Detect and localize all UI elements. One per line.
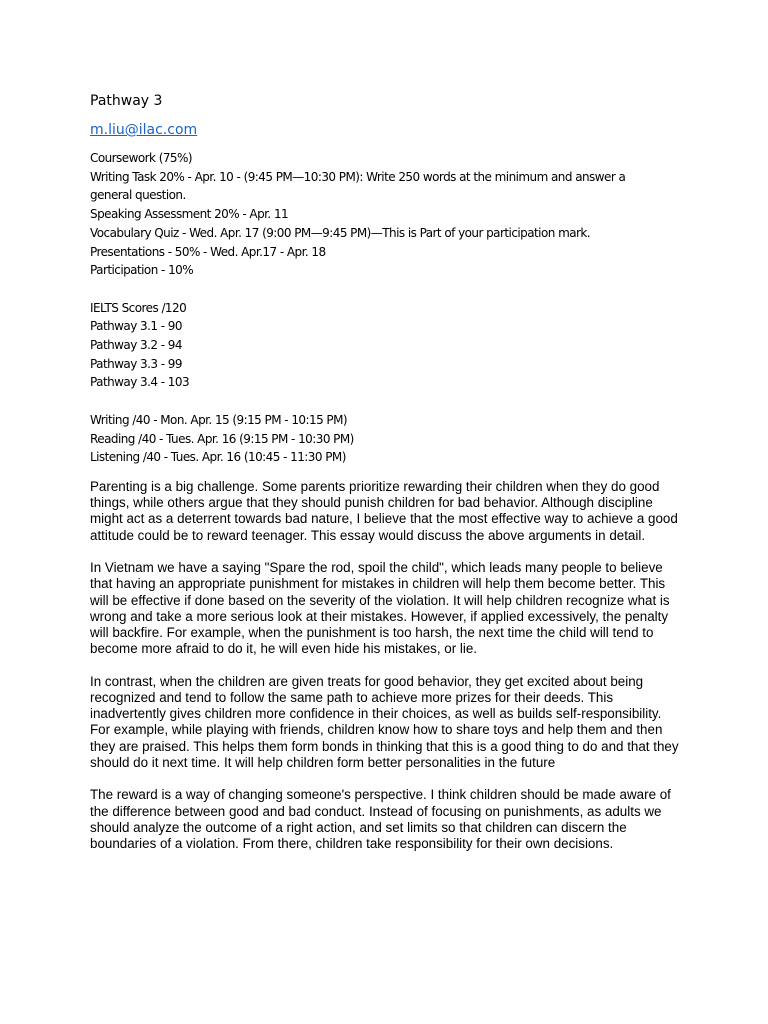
ielts-score-item: Pathway 3.2 - 94: [90, 338, 182, 353]
exam-item-writing: Writing /40 - Mon. Apr. 15 (9:15 PM - 10:15 PM): [90, 412, 348, 427]
spacer: [90, 280, 670, 299]
coursework-item-participation: Participation - 10%: [90, 263, 194, 278]
coursework-item-presentations: Presentations - 50% - Wed. Apr.17 - Apr. 18: [90, 244, 326, 259]
essay-body: [90, 479, 680, 869]
ielts-score-item: Pathway 3.1 - 90: [90, 319, 182, 334]
ielts-score-item: Pathway 3.4 - 103: [90, 375, 190, 390]
essay-paragraph: In contrast, when the children are given treats for good behavior, they get excited about being recognized and tend to follow the same path to achieve more prizes for their deeds. This inadvertently gives children more confidence in their choices, as well as builds self-responsibility. For example, while playing with friends, children know how to share toys and help them and then they are praised. This helps them form bonds in thinking that this is a good thing to do and that they should do it next time. It will help children form better personalities in the future: [90, 673, 679, 770]
email-link[interactable]: m.liu@ilac.com: [90, 122, 198, 138]
coursework-item-writing-task: Writing Task 20% - Apr. 10 - (9:45 PM—10:30 PM): Write 250 words at the minimum and answer a general question.: [90, 169, 626, 203]
essay-paragraph: In Vietnam we have a saying "Spare the rod, spoil the child", which leads many people to believe that having an appropriate punishment for mistakes in children will help them become better. This will be effective if done based on the severity of the violation. It will help children recognize what is wrong and take a more serious look at their mistakes. However, if applied excessively, the penalty will backfire. For example, when the punishment is too harsh, the next time the child will tend to become more afraid to do it, he will even hide his mistakes, or lie.: [90, 560, 670, 657]
coursework-item-vocabulary-quiz: Vocabulary Quiz - Wed. Apr. 17 (9:00 PM—9:45 PM)—This is Part of your participation mark.: [90, 225, 591, 240]
coursework-heading: Coursework (75%): [90, 151, 192, 165]
course-notes: [90, 149, 670, 467]
exam-item-reading: Reading /40 - Tues. Apr. 16 (9:15 PM - 10:30 PM): [90, 431, 354, 446]
essay-paragraph: Parenting is a big challenge. Some parents prioritize rewarding their children when they do good things, while others argue that they should punish children for bad behavior. Although discipline might act as a deterrent towards bad nature, I believe that the most effective way to achieve a good attitude could be to reward teenager. This essay would discuss the above arguments in detail.: [90, 479, 678, 543]
coursework-item-speaking: Speaking Assessment 20% - Apr. 11: [90, 207, 289, 222]
ielts-score-item: Pathway 3.3 - 99: [90, 356, 182, 371]
spacer: [90, 392, 670, 411]
ielts-heading: IELTS Scores /120: [90, 300, 187, 315]
essay-paragraph: The reward is a way of changing someone's perspective. I think children should be made aware of the difference between good and bad conduct. Instead of focusing on punishments, as adults we should analyze the outcome of a right action, and set limits so that children can discern the boundaries of a violation. From there, children take responsibility for their own decisions.: [90, 787, 671, 852]
document-title: Pathway 3: [90, 93, 163, 109]
exam-item-listening: Listening /40 - Tues. Apr. 16 (10:45 - 11:30 PM): [90, 450, 346, 465]
